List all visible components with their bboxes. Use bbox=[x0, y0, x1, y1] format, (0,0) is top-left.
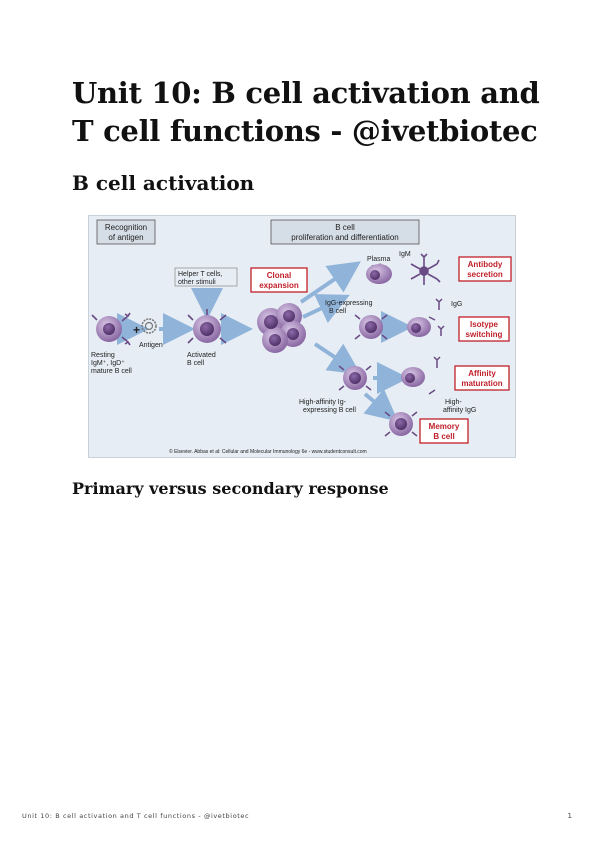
svg-text:Plasma: Plasma bbox=[367, 256, 391, 263]
activated-b-cell bbox=[188, 309, 226, 343]
svg-text:Activated: Activated bbox=[187, 352, 216, 359]
svg-text:Clonal: Clonal bbox=[266, 271, 292, 280]
svg-text:B cell: B cell bbox=[329, 308, 347, 315]
svg-text:Antigen: Antigen bbox=[139, 342, 163, 349]
page-title: Unit 10: B cell activation and T cell functions - @ivetbiotec bbox=[72, 76, 540, 148]
svg-text:High-affinity Ig-: High-affinity Ig- bbox=[299, 399, 346, 406]
section-heading: B cell activation bbox=[72, 171, 255, 195]
svg-text:B cell: B cell bbox=[187, 360, 205, 367]
svg-text:IgM: IgM bbox=[399, 251, 411, 258]
svg-text:other stimuli: other stimuli bbox=[178, 279, 216, 286]
svg-text:IgG-expressing: IgG-expressing bbox=[325, 300, 373, 307]
label-affinity-maturation bbox=[455, 366, 509, 390]
plasma-cell bbox=[366, 264, 392, 284]
svg-text:Isotype: Isotype bbox=[469, 320, 499, 329]
svg-text:affinity IgG: affinity IgG bbox=[443, 407, 477, 414]
isotype-switched-cell bbox=[407, 317, 431, 337]
antigen-icon bbox=[142, 319, 156, 333]
svg-text:expressing B cell: expressing B cell bbox=[303, 407, 356, 414]
svg-text:of antigen: of antigen bbox=[108, 233, 144, 242]
igg-icon bbox=[429, 299, 444, 336]
svg-text:Memory: Memory bbox=[428, 422, 460, 431]
svg-text:Helper T cells,: Helper T cells, bbox=[178, 271, 223, 278]
label-isotype-switching bbox=[459, 317, 509, 341]
affinity-matured-cell bbox=[401, 367, 425, 387]
svg-text:maturation: maturation bbox=[461, 379, 503, 388]
svg-text:Affinity: Affinity bbox=[468, 369, 496, 378]
svg-text:proliferation and differentiat: proliferation and differentiation bbox=[291, 233, 399, 242]
memory-b-cell bbox=[385, 412, 417, 436]
svg-text:IgG: IgG bbox=[451, 301, 463, 308]
igm-pentamer-icon bbox=[411, 254, 440, 285]
label-memory-b-cell bbox=[420, 419, 468, 443]
figure-credit: © Elsevier. Abbas et al: Cellular and Molecular Immunology 6e - www.studentconsult.com bbox=[169, 449, 367, 455]
svg-text:Resting: Resting bbox=[91, 352, 115, 359]
svg-text:switching: switching bbox=[465, 330, 503, 339]
page-footer: Unit 10: B cell activation and T cell functions - @ivetbiotec bbox=[22, 812, 250, 820]
svg-text:mature B cell: mature B cell bbox=[91, 368, 132, 375]
subsection-heading: Primary versus secondary response bbox=[72, 479, 389, 498]
svg-text:Antibody: Antibody bbox=[467, 260, 503, 269]
svg-text:IgM⁺, IgD⁺: IgM⁺, IgD⁺ bbox=[91, 360, 125, 367]
label-antibody-secretion bbox=[459, 257, 511, 281]
svg-text:expansion: expansion bbox=[259, 281, 299, 290]
page-number: 1 bbox=[567, 812, 572, 820]
svg-text:High-: High- bbox=[445, 399, 462, 406]
igg-expressing-b-cell bbox=[355, 315, 387, 339]
svg-text:B cell: B cell bbox=[433, 432, 455, 441]
high-affinity-b-cell bbox=[339, 366, 371, 390]
label-clonal-expansion bbox=[251, 268, 307, 292]
svg-text:secretion: secretion bbox=[467, 270, 503, 279]
b-cell-activation-figure bbox=[88, 215, 516, 458]
svg-text:Recognition: Recognition bbox=[104, 223, 148, 232]
box-proliferation bbox=[271, 220, 419, 244]
svg-text:B cell: B cell bbox=[335, 223, 355, 232]
box-recognition bbox=[97, 220, 155, 244]
clonal-cluster bbox=[257, 303, 306, 353]
resting-b-cell bbox=[92, 313, 130, 345]
svg-text:+: + bbox=[133, 323, 141, 337]
high-affinity-igg-icon bbox=[429, 357, 440, 394]
